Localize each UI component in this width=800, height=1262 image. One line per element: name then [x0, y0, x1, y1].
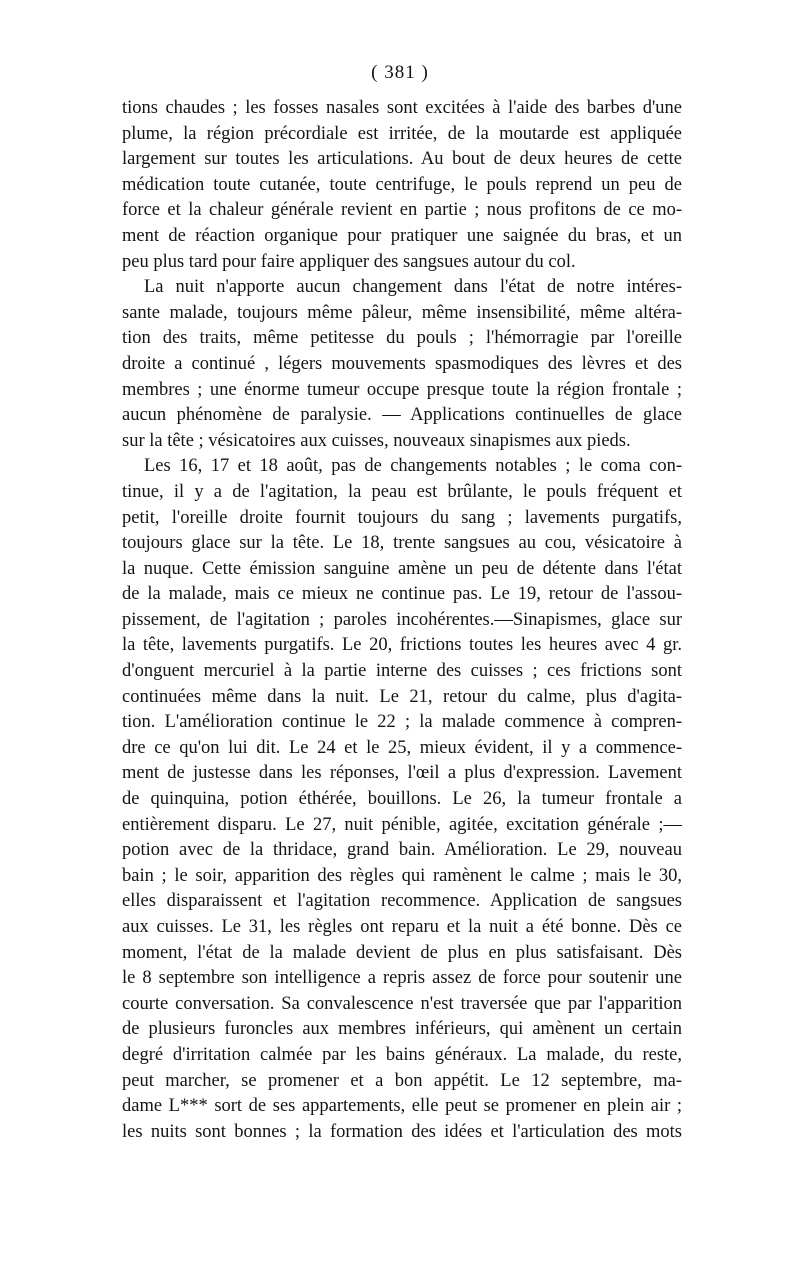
- text-line: membres ; une énorme tumeur occupe presque toute la région frontale ;: [122, 379, 682, 400]
- text-line: entièrement disparu. Le 27, nuit pénible, agitée, excitation générale ;—: [122, 814, 682, 835]
- text-line: continuées même dans la nuit. Le 21, retour du calme, plus d'agita-: [122, 686, 682, 707]
- text-line: force et la chaleur générale revient en partie ; nous profitons de ce mo-: [122, 200, 682, 221]
- text-line: Les 16, 17 et 18 août, pas de changements notables ; le coma con-: [144, 456, 682, 477]
- text-line: la nuque. Cette émission sanguine amène un peu de détente dans l'état: [122, 558, 682, 579]
- text-line: elles disparaissent et l'agitation recommence. Application de sangsues: [122, 891, 682, 912]
- text-line: dame L*** sort de ses appartements, elle peut se promener en plein air ;: [122, 1096, 682, 1117]
- text-line: plume, la région précordiale est irritée, de la moutarde est appliquée: [122, 123, 682, 144]
- text-line: ment de justesse dans les réponses, l'œil a plus d'expression. Lavement: [122, 763, 682, 784]
- paragraph-2: [122, 275, 682, 454]
- text-line: aux cuisses. Le 31, les règles ont reparu et la nuit a été bonne. Dès ce: [122, 917, 682, 937]
- text-line: petit, l'oreille droite fournit toujours du sang ; lavements purgatifs,: [122, 507, 682, 528]
- text-line: tinue, il y a de l'agitation, la peau est brûlante, le pouls fréquent et: [122, 481, 682, 502]
- text-line: de la malade, mais ce mieux ne continue pas. Le 19, retour de l'assou-: [122, 584, 682, 605]
- text-line: sur la tête ; vésicatoires aux cuisses, nouveaux sinapismes aux pieds.: [122, 430, 631, 451]
- text-line: pissement, de l'agitation ; paroles incohérentes.—Sinapismes, glace sur: [122, 609, 682, 630]
- text-line: droite a continué , légers mouvements spasmodiques des lèvres et des: [122, 353, 682, 374]
- text-line: médication toute cutanée, toute centrifuge, le pouls reprend un peu de: [122, 174, 682, 195]
- text-line: dre ce qu'on lui dit. Le 24 et le 25, mieux évident, il y a commence-: [122, 737, 682, 758]
- text-line: bain ; le soir, apparition des règles qui ramènent le calme ; mais le 30,: [122, 865, 682, 886]
- text-line: potion avec de la thridace, grand bain. Amélioration. Le 29, nouveau: [122, 840, 682, 861]
- text-line: les nuits sont bonnes ; la formation des idées et l'articulation des mots: [122, 1121, 682, 1142]
- text-line: tion. L'amélioration continue le 22 ; la malade commence à compren-: [122, 712, 682, 733]
- text-line: la tête, lavements purgatifs. Le 20, frictions toutes les heures avec 4 gr.: [122, 635, 682, 656]
- text-line: moment, l'état de la malade devient de plus en plus satisfaisant. Dès: [122, 942, 682, 963]
- text-line: tions chaudes ; les fosses nasales sont excitées à l'aide des barbes d'une: [122, 98, 682, 118]
- body-text: [122, 96, 682, 1145]
- text-line: de plusieurs furoncles aux membres inférieurs, qui amènent un certain: [122, 1019, 682, 1040]
- text-line: courte conversation. Sa convalescence n'est traversée que par l'apparition: [122, 993, 682, 1014]
- paragraph-1: [122, 96, 682, 275]
- text-line: le 8 septembre son intelligence a repris assez de force pour soutenir une: [122, 968, 682, 989]
- text-line: tion des traits, même petitesse du pouls ; l'hémorragie par l'oreille: [122, 328, 682, 349]
- page-number: ( 381 ): [371, 62, 429, 83]
- paragraph-3: [122, 454, 682, 1145]
- text-line: ment de réaction organique pour pratiquer une saignée du bras, et un: [122, 225, 682, 246]
- text-line: peut marcher, se promener et a bon appétit. Le 12 septembre, ma-: [122, 1070, 682, 1091]
- text-line: de quinquina, potion éthérée, bouillons. Le 26, la tumeur frontale a: [122, 789, 682, 810]
- text-line: degré d'irritation calmée par les bains généraux. La malade, du reste,: [122, 1044, 682, 1065]
- text-line: aucun phénomène de paralysie. — Applications continuelles de glace: [122, 405, 682, 426]
- text-line: largement sur toutes les articulations. Au bout de deux heures de cette: [122, 149, 682, 170]
- text-line: La nuit n'apporte aucun changement dans l'état de notre intéres-: [144, 277, 682, 298]
- text-line: sante malade, toujours même pâleur, même insensibilité, même altéra-: [122, 302, 682, 323]
- text-line: d'onguent mercuriel à la partie interne des cuisses ; ces frictions sont: [122, 661, 682, 682]
- text-line: peu plus tard pour faire appliquer des sangsues autour du col.: [122, 251, 576, 272]
- text-line: toujours glace sur la tête. Le 18, trente sangsues au cou, vésicatoire à: [122, 533, 682, 554]
